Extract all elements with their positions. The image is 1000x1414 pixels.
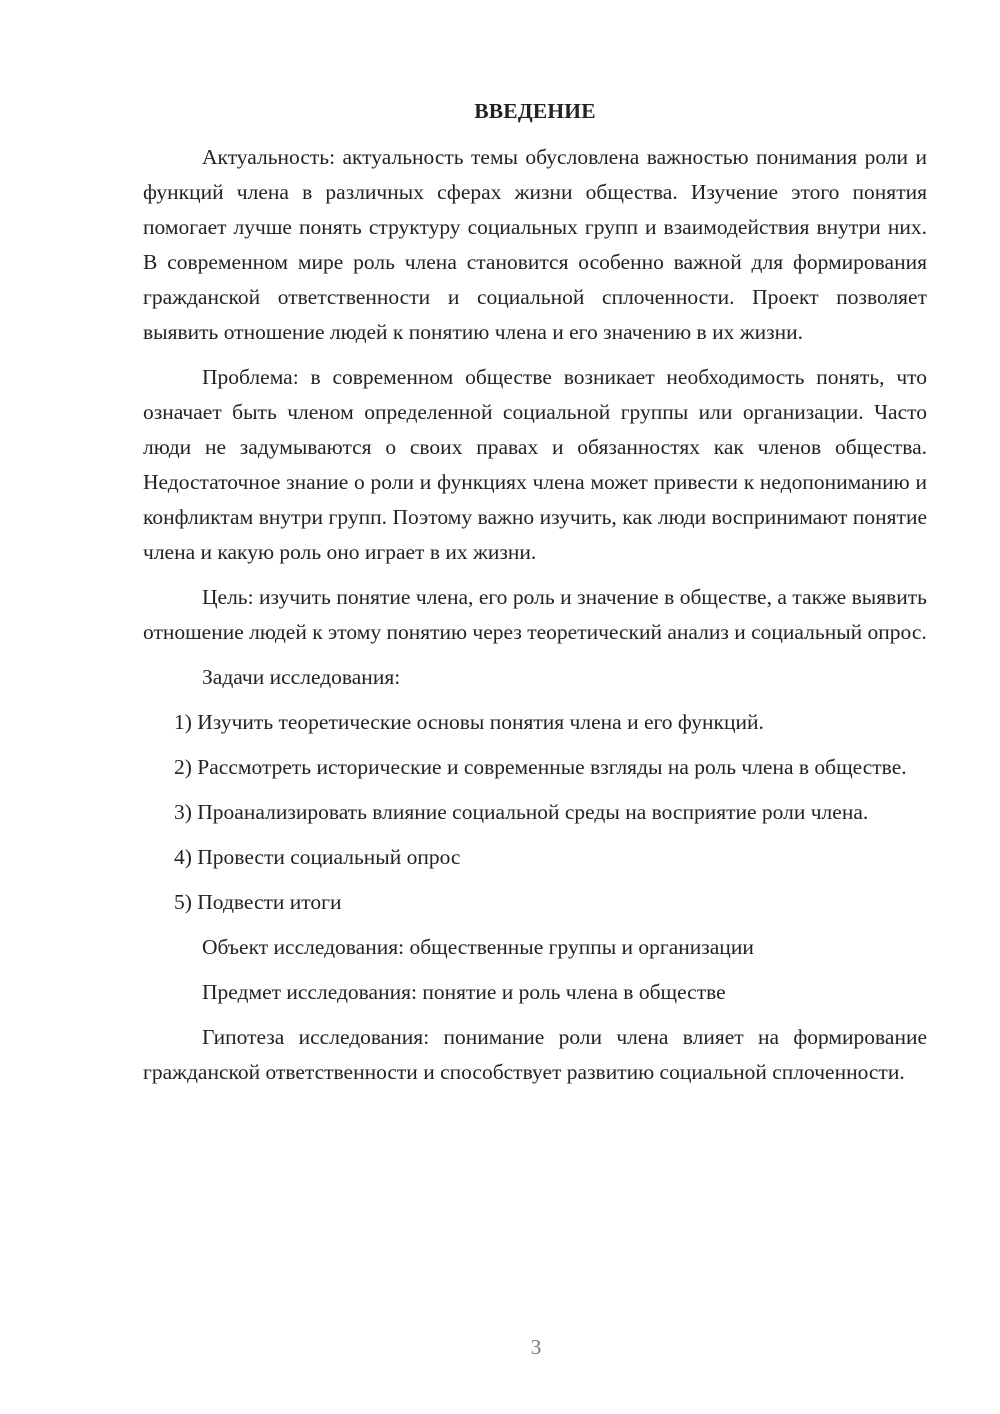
task-item-4: 4) Провести социальный опрос [174,845,461,869]
page-number: 3 [530,1335,542,1359]
paragraph-relevance: Актуальность: актуальность темы обусловлена важностью понимания роли и функций члена в различных сферах жизни общества. Изучение этого понятия помогает лучше понять структуру социальных групп и взаимодействия внутри них. В современном мире роль члена становится особенно важной для формирования гражданской ответственности и социальной сплоченности. Проект позволяет выявить отношение людей к понятию члена и его значению в их жизни. [143,145,927,344]
research-object: Объект исследования: общественные группы и организации [202,935,754,959]
task-item-2: 2) Рассмотреть исторические и современные взгляды на роль члена в обществе. [174,755,907,779]
task-item-1: 1) Изучить теоретические основы понятия члена и его функций. [174,710,764,734]
page-content [143,96,927,1100]
tasks-heading: Задачи исследования: [202,665,401,689]
research-hypothesis: Гипотеза исследования: понимание роли члена влияет на формирование гражданской ответственности и способствует развитию социальной сплоченности. [143,1025,927,1084]
paragraph-problem: Проблема: в современном обществе возникает необходимость понять, что означает быть членом определенной социальной группы или организации. Часто люди не задумываются о своих правах и обязанностях как членов общества. Недостаточное знание о роли и функциях члена может привести к недопониманию и конфликтам внутри групп. Поэтому важно изучить, как люди воспринимают понятие члена и какую роль оно играет в их жизни. [143,365,927,564]
task-item-5: 5) Подвести итоги [174,890,342,914]
task-item-3: 3) Проанализировать влияние социальной среды на восприятие роли члена. [174,800,869,824]
paragraph-goal: Цель: изучить понятие члена, его роль и значение в обществе, а также выявить отношение людей к этому понятию через теоретический анализ и социальный опрос. [143,585,927,644]
section-title: ВВЕДЕНИЕ [474,99,596,123]
research-subject: Предмет исследования: понятие и роль члена в обществе [202,980,726,1004]
